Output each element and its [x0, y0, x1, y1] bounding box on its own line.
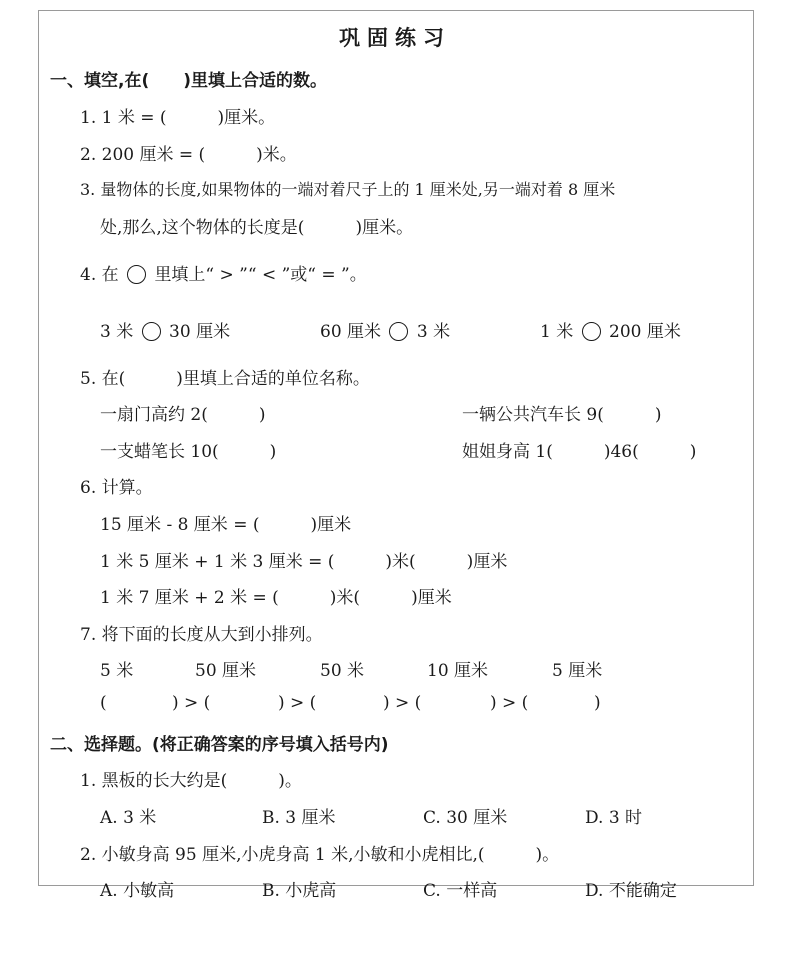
s1-q3-line1: 3. 量物体的长度,如果物体的一端对着尺子上的 1 厘米处,另一端对着 8 厘米 [80, 180, 616, 199]
s1-q6-stem: 6. 计算。 [80, 478, 153, 498]
compare-blank-circle[interactable] [389, 322, 408, 341]
s1-q5-b: 一辆公共汽车长 9( ) [462, 405, 662, 425]
s1-q6-c: 1 米 7 厘米 + 2 米 = ( )米( )厘米 [100, 588, 452, 608]
compare-item [320, 317, 450, 342]
option[interactable]: C. 30 厘米 [423, 808, 508, 828]
s1-q1: 1. 1 米 = ( )厘米。 [80, 108, 276, 128]
length-item: 10 厘米 [427, 661, 489, 681]
compare-left: 60 厘米 [320, 322, 382, 342]
compare-left: 1 米 [540, 322, 574, 342]
length-item: 50 米 [320, 661, 365, 681]
compare-blank-circle[interactable] [142, 322, 161, 341]
order-blank: ( [100, 693, 107, 713]
compare-right: 30 厘米 [169, 322, 231, 342]
s1-q6-a: 15 厘米 - 8 厘米 = ( )厘米 [100, 515, 352, 535]
s2-q1-stem: 1. 黑板的长大约是( )。 [80, 771, 302, 791]
s1-q4-stem [80, 260, 367, 285]
s1-q5-d: 姐姐身高 1( )46( ) [462, 442, 697, 462]
s1-q5-a: 一扇门高约 2( ) [100, 405, 266, 425]
order-blank: ) > ( [383, 693, 422, 713]
option[interactable]: A. 3 米 [100, 808, 157, 828]
compare-left: 3 米 [100, 322, 134, 342]
length-item: 5 米 [100, 661, 134, 681]
order-blank: ) > ( [490, 693, 529, 713]
s1-q5-c: 一支蜡笔长 10( ) [100, 442, 277, 462]
order-blank: ) [594, 693, 601, 713]
option[interactable]: C. 一样高 [423, 881, 498, 901]
compare-blank-circle[interactable] [582, 322, 601, 341]
s1-q7-stem: 7. 将下面的长度从大到小排列。 [80, 625, 323, 645]
section1-heading: 一、填空,在( )里填上合适的数。 [50, 71, 327, 91]
length-item: 50 厘米 [195, 661, 257, 681]
length-item: 5 厘米 [552, 661, 603, 681]
option[interactable]: D. 不能确定 [585, 881, 677, 901]
compare-right: 200 厘米 [609, 322, 681, 342]
s1-q4-suffix: 里填上“ > ”“ < ”或“ = ”。 [154, 265, 367, 285]
order-blank: ) > ( [172, 693, 211, 713]
compare-right: 3 米 [416, 322, 451, 342]
option[interactable]: B. 小虎高 [262, 881, 337, 901]
option[interactable]: A. 小敏高 [100, 881, 175, 901]
compare-circle-icon [127, 265, 146, 284]
section2-heading: 二、选择题。(将正确答案的序号填入括号内) [50, 735, 389, 755]
order-blank: ) > ( [278, 693, 317, 713]
compare-item [100, 317, 230, 342]
s1-q2: 2. 200 厘米 = ( )米。 [80, 145, 297, 165]
s1-q5-stem: 5. 在( )里填上合适的单位名称。 [80, 369, 370, 389]
option[interactable]: D. 3 时 [585, 808, 643, 828]
compare-item [540, 317, 681, 342]
s1-q3-line2: 处,那么,这个物体的长度是( )厘米。 [100, 218, 414, 238]
page-title: 巩固练习 [339, 26, 451, 50]
s1-q6-b: 1 米 5 厘米 + 1 米 3 厘米 = ( )米( )厘米 [100, 552, 508, 572]
option[interactable]: B. 3 厘米 [262, 808, 336, 828]
s1-q4-prefix: 4. 在 [80, 265, 119, 285]
s2-q2-stem: 2. 小敏身高 95 厘米,小虎身高 1 米,小敏和小虎相比,( )。 [80, 845, 560, 865]
